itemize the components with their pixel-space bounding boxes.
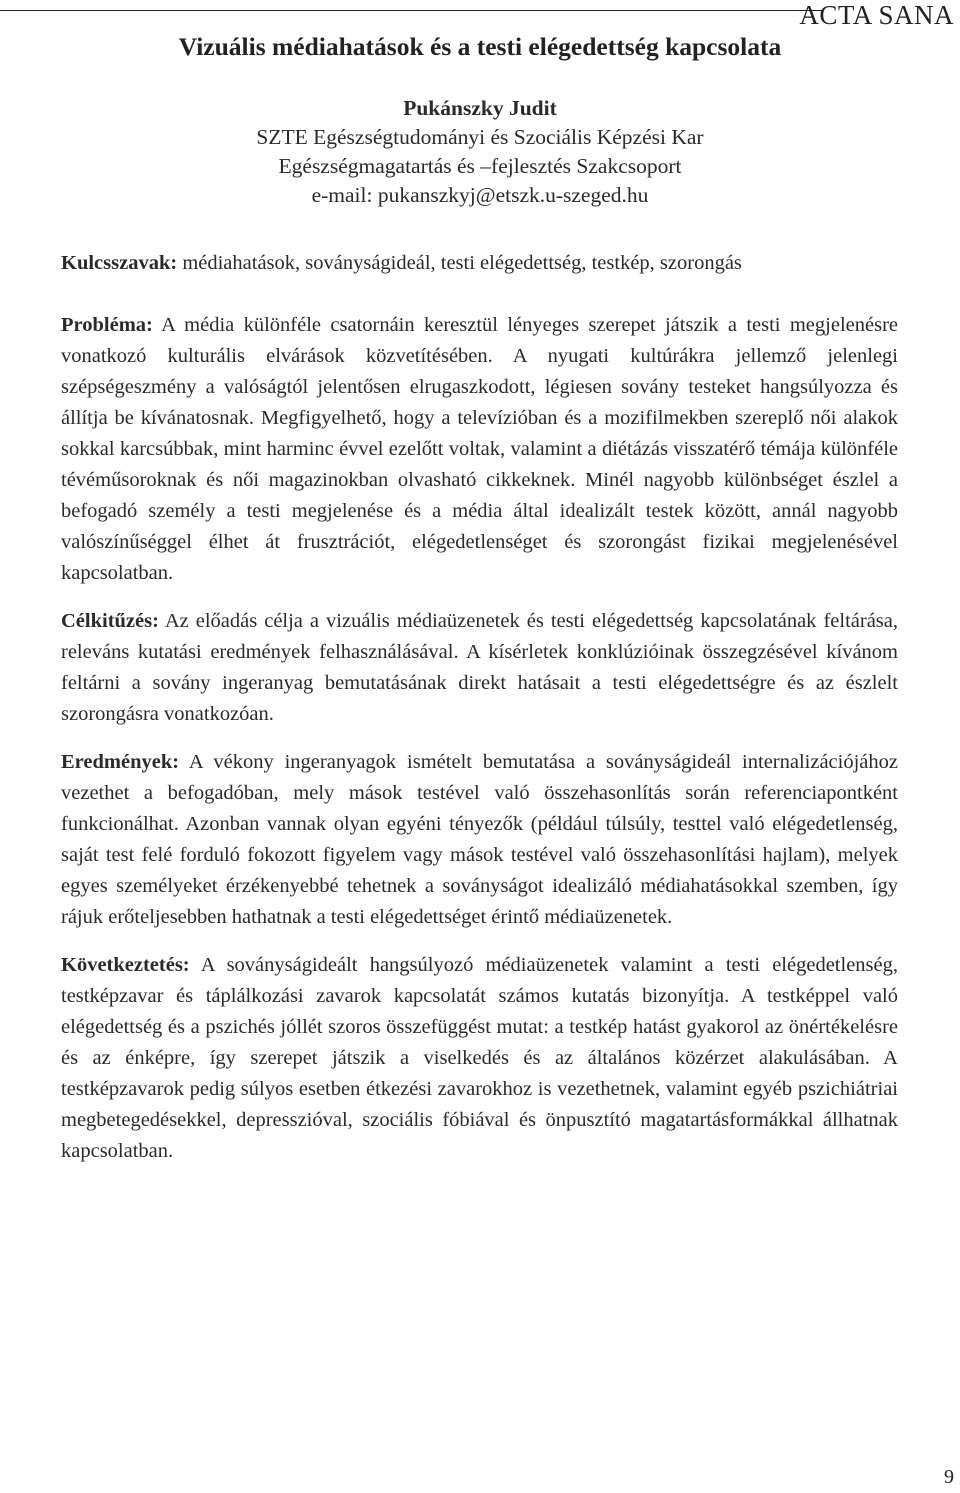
abstract-body [61, 248, 898, 1184]
header-rule [0, 10, 822, 11]
conclusion-paragraph [61, 950, 898, 1167]
author-block [0, 94, 960, 210]
conclusion-label: Következtetés: [61, 954, 190, 976]
author-name: Pukánszky Judit [403, 96, 557, 120]
results-text: A vékony ingeranyagok ismételt bemutatása a soványságideál internalizációjához vezethet a befogadóban, mely mások testével való összehasonlítás során referenciapontként funkcionálhat. Azonban vannak olyan egyéni tényezők (például túlsúly, testtel való elégedetlenség, saját test felé forduló fokozott figyelem vagy mások testével való összehasonlítási hajlam), melyek egyes személyeket érzékenyebbé tehetnek a soványságot idealizáló médiahatásokkal szemben, így rájuk erőteljesebben hathatnak a testi elégedettséget érintő médiaüzenetek. [61, 751, 898, 928]
aim-paragraph [61, 606, 898, 730]
aim-label: Célkitűzés: [61, 610, 159, 632]
problem-label: Probléma: [61, 314, 153, 336]
author-email: e-mail: pukanszkyj@etszk.u-szeged.hu [311, 183, 649, 207]
keywords-text: médiahatások, soványságideál, testi elégedettség, testkép, szorongás [177, 252, 742, 274]
aim-text: Az előadás célja a vizuális médiaüzenetek és testi elégedettség kapcsolatának feltárása, releváns kutatási eredmények felhasználásával. A kísérletek konklúzióinak összegzésével kívánom feltárni a sovány ingeranyag bemutatásának direkt hatásait a testi elégedettségre és az észlelt szorongásra vonatkozóan. [61, 610, 898, 725]
problem-paragraph [61, 310, 898, 589]
author-institution: SZTE Egészségtudományi és Szociális Képzési Kar [256, 125, 704, 149]
page-number: 9 [944, 1466, 954, 1488]
article-title: Vizuális médiahatások és a testi elégedettség kapcsolata [178, 32, 782, 61]
results-paragraph [61, 747, 898, 933]
results-label: Eredmények: [61, 751, 180, 773]
keywords-label: Kulcsszavak: [61, 252, 178, 274]
journal-name: ACTA SANA [799, 0, 954, 30]
keywords-paragraph [61, 248, 898, 279]
conclusion-text: A soványságideált hangsúlyozó médiaüzenetek valamint a testi elégedetlenség, testképzavar és táplálkozási zavarok kapcsolatát számos kutatás bizonyítja. A testképpel való elégedettség és a pszichés jóllét szoros összefüggést mutat: a testkép hatást gyakorol az önértékelésre és az énképre, így szerepet játszik a viselkedés és az általános közérzet alakulásában. A testképzavarok pedig súlyos esetben étkezési zavarokhoz is vezethetnek, valamint egyéb pszichiátriai megbetegedésekkel, depresszióval, szociális fóbiával és önpusztító magatartásformákkal állhatnak kapcsolatban. [61, 954, 898, 1162]
author-department: Egészségmagatartás és –fejlesztés Szakcsoport [278, 154, 682, 178]
problem-text: A média különféle csatornáin keresztül lényeges szerepet játszik a testi megjelenésre vonatkozó kulturális elvárások közvetítésében. A nyugati kultúrákra jellemző jelenlegi szépségeszmény a valóságtól jelentősen elrugaszkodott, légiesen sovány testeket hangsúlyozza és állítja be kívánatosnak. Megfigyelhető, hogy a televízióban és a mozifilmekben szereplő női alakok sokkal karcsúbbak, mint harminc évvel ezelőtt voltak, valamint a diétázás visszatérő témája különféle tévéműsoroknak és női magazinokban olvasható cikkeknek. Minél nagyobb különbséget észlel a befogadó személy a testi megjelenése és a média által idealizált testek között, annál nagyobb valószínűséggel élhet át frusztrációt, elégedetlenséget és szorongást fizikai megjelenésével kapcsolatban. [61, 314, 898, 584]
